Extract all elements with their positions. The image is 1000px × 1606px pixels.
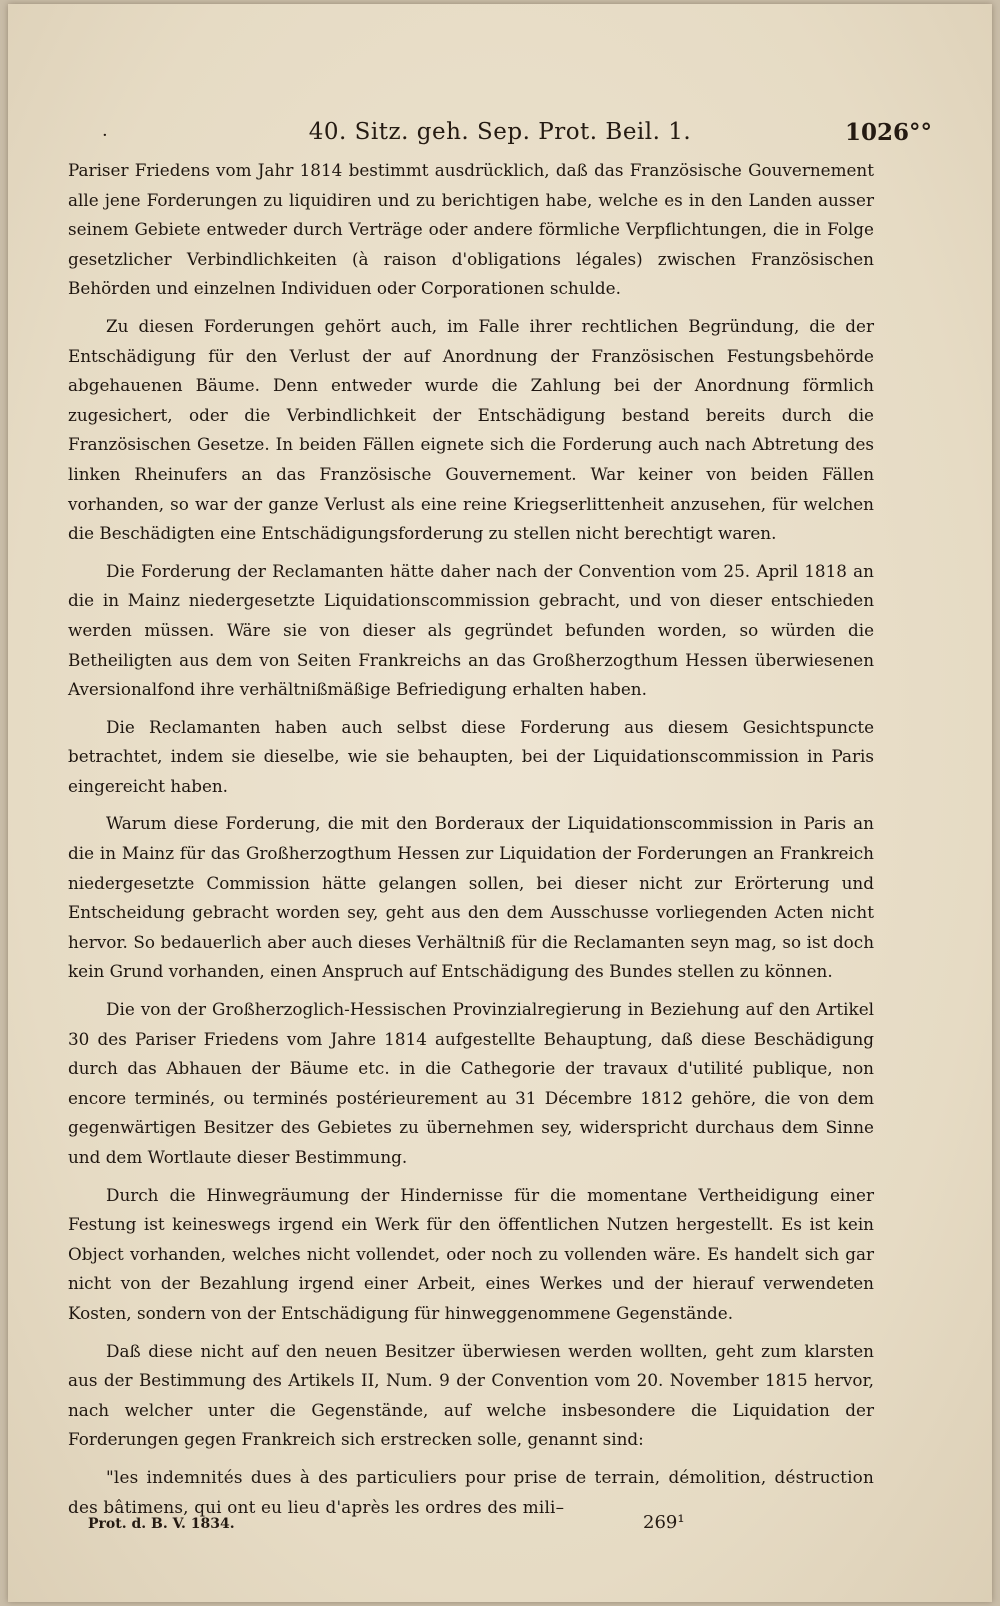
page-header: [68, 117, 932, 157]
paragraph: Zu diesen Forderungen gehört auch, im Falle ihrer rechtlichen Begründung, die der Entschädigung für den Verlust der auf Anordnung der Französischen Festungsbehörde abgehauenen Bäume. Denn entweder wurde die Zahlung bei der Anordnung förmlich zugesichert, oder die Verbindlichkeit der Entschädigung bestand bereits durch die Französischen Gesetze. In beiden Fällen eignete sich die Forderung auch nach Abtretung des linken Rheinufers an das Französische Gouvernement. War keiner von beiden Fällen vorhanden, so war der ganze Verlust als eine reine Kriegserlittenheit anzusehen, für welchen die Beschädigten eine Entschädigungsforderung zu stellen nicht berechtigt waren.: [68, 315, 874, 544]
page-footer: [68, 1512, 932, 1542]
footer-reference: Prot. d. B. V. 1834.: [88, 1516, 235, 1532]
document-body: [68, 156, 874, 1530]
page-number: 1026°°: [844, 119, 932, 146]
french-quotation: "les indemnités dues à des particuliers pour prise de terrain, démolition, déstruction des bâtimens, qui ont eu lieu d'après les ordres des mili–: [68, 1466, 874, 1517]
sheet-signature: 269¹: [643, 1512, 685, 1533]
paragraph: Die Forderung der Reclamanten hätte daher nach der Convention vom 25. April 1818 an die in Mainz niedergesetzte Liquidationscommission gebracht, und von dieser entschieden werden müssen. Wäre sie von dieser als gegründet befunden worden, so würden die Betheiligten aus dem von Seiten Frankreichs an das Großherzogthum Hessen überwiesenen Aversionalfond ihre verhältnißmäßige Befriedigung erhalten haben.: [68, 560, 874, 700]
document-page: [8, 4, 992, 1602]
paragraph: Die Reclamanten haben auch selbst diese Forderung aus diesem Gesichtspuncte betrachtet, indem sie dieselbe, wie sie behaupten, bei der Liquidationscommission in Paris eingereicht haben.: [68, 716, 874, 796]
header-title: 40. Sitz. geh. Sep. Prot. Beil. 1.: [308, 119, 692, 145]
paragraph: Durch die Hinwegräumung der Hindernisse für die momentane Vertheidigung einer Festung ist keineswegs irgend ein Werk für den öffentlichen Nutzen hergestellt. Es ist kein Object vorhanden, welches nicht vollendet, oder noch zu vollenden wäre. Es handelt sich gar nicht von der Bezahlung irgend einer Arbeit, eines Werkes und der hierauf verwendeten Kosten, sondern von der Entschädigung für hinweggenommene Gegenstände.: [68, 1184, 874, 1323]
paragraph: Daß diese nicht auf den neuen Besitzer überwiesen werden wollten, geht zum klarsten aus der Bestimmung des Artikels II, Num. 9 der Convention vom 20. November 1815 hervor, nach welcher unter die Gegenstände, auf welche insbesondere die Liquidation der Forderungen gegen Frankreich sich erstrecken solle, genannt sind:: [68, 1340, 874, 1450]
paragraph: Pariser Friedens vom Jahr 1814 bestimmt ausdrücklich, daß das Französische Gouvernement alle jene Forderungen zu liquidiren und zu berichtigen habe, welche es in den Landen ausser seinem Gebiete entweder durch Verträge oder andere förmliche Verpflichtungen, die in Folge gesetzlicher Verbindlichkeiten (à raison d'obligations légales) zwischen Französischen Behörden und einzelnen Individuen oder Corporationen schulde.: [68, 160, 874, 299]
header-marker: ·: [102, 125, 108, 146]
paragraph: Warum diese Forderung, die mit den Borderaux der Liquidationscommission in Paris an die in Mainz für das Großherzogthum Hessen zur Liquidation der Forderungen an Frankreich niedergesetzte Commission hätte gelangen sollen, bei dieser nicht zur Erörterung und Entscheidung gebracht worden sey, geht aus den dem Ausschusse vorliegenden Acten nicht hervor. So bedauerlich aber auch dieses Verhältniß für die Reclamanten seyn mag, so ist doch kein Grund vorhanden, einen Anspruch auf Entschädigung des Bundes stellen zu können.: [68, 813, 874, 982]
paragraph: Die von der Großherzoglich-Hessischen Provinzialregierung in Beziehung auf den Artikel 30 des Pariser Friedens vom Jahre 1814 aufgestellte Behauptung, daß diese Beschädigung durch das Abhauen der Bäume etc. in die Cathegorie der travaux d'utilité publique, non encore terminés, ou terminés postérieurement au 31 Décembre 1812 gehöre, die von dem gegenwärtigen Besitzer des Gebietes zu übernehmen sey, widerspricht durchaus dem Sinne und dem Wortlaute dieser Bestimmung.: [68, 999, 874, 1167]
